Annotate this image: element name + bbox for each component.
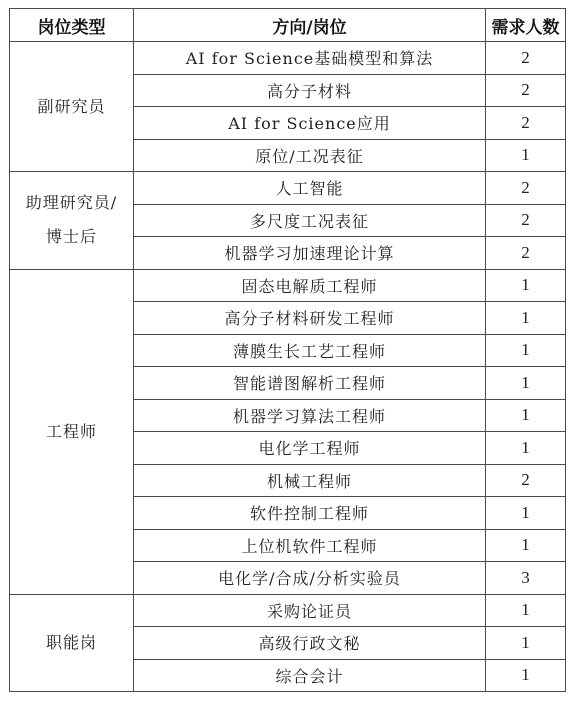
position-cell: 电化学工程师 xyxy=(134,432,486,465)
count-cell: 2 xyxy=(486,42,566,75)
position-cell: 采购论证员 xyxy=(134,594,486,627)
count-cell: 1 xyxy=(486,367,566,400)
table-row xyxy=(10,269,566,302)
header-direction-position: 方向/岗位 xyxy=(134,9,486,42)
header-position-type: 岗位类型 xyxy=(10,9,134,42)
table-row xyxy=(10,172,566,205)
count-cell: 1 xyxy=(486,139,566,172)
position-cell: 机器学习加速理论计算 xyxy=(134,237,486,270)
count-cell: 2 xyxy=(486,107,566,140)
recruitment-table-container xyxy=(9,8,566,692)
count-cell: 1 xyxy=(486,594,566,627)
group-type-cell: 职能岗 xyxy=(10,594,134,692)
position-cell: 固态电解质工程师 xyxy=(134,269,486,302)
group-type-line: 助理研究员/ xyxy=(25,193,118,213)
position-cell: 综合会计 xyxy=(134,659,486,692)
count-cell: 3 xyxy=(486,562,566,595)
count-cell: 1 xyxy=(486,269,566,302)
position-cell: 高级行政文秘 xyxy=(134,627,486,660)
count-cell: 2 xyxy=(486,204,566,237)
position-cell: 上位机软件工程师 xyxy=(134,529,486,562)
group-type-cell: 副研究员 xyxy=(10,42,134,172)
position-cell: 智能谱图解析工程师 xyxy=(134,367,486,400)
count-cell: 1 xyxy=(486,497,566,530)
position-cell: AI for Science基础模型和算法 xyxy=(134,42,486,75)
table-row xyxy=(10,594,566,627)
count-cell: 2 xyxy=(486,74,566,107)
position-cell: 机器学习算法工程师 xyxy=(134,399,486,432)
position-cell: 人工智能 xyxy=(134,172,486,205)
count-cell: 1 xyxy=(486,627,566,660)
group-type-cell xyxy=(10,172,134,270)
count-cell: 2 xyxy=(486,172,566,205)
position-cell: 电化学/合成/分析实验员 xyxy=(134,562,486,595)
position-cell: 多尺度工况表征 xyxy=(134,204,486,237)
table-row xyxy=(10,42,566,75)
group-type-cell: 工程师 xyxy=(10,269,134,594)
group-type-line: 博士后 xyxy=(45,227,97,247)
position-cell: 机械工程师 xyxy=(134,464,486,497)
count-cell: 1 xyxy=(486,334,566,367)
position-cell: 软件控制工程师 xyxy=(134,497,486,530)
header-headcount: 需求人数 xyxy=(486,9,566,42)
recruitment-table xyxy=(9,8,566,692)
count-cell: 1 xyxy=(486,399,566,432)
count-cell: 1 xyxy=(486,302,566,335)
count-cell: 1 xyxy=(486,659,566,692)
header-row xyxy=(10,9,566,42)
count-cell: 2 xyxy=(486,237,566,270)
count-cell: 1 xyxy=(486,432,566,465)
position-cell: AI for Science应用 xyxy=(134,107,486,140)
count-cell: 1 xyxy=(486,529,566,562)
position-cell: 原位/工况表征 xyxy=(134,139,486,172)
count-cell: 2 xyxy=(486,464,566,497)
position-cell: 高分子材料 xyxy=(134,74,486,107)
position-cell: 薄膜生长工艺工程师 xyxy=(134,334,486,367)
position-cell: 高分子材料研发工程师 xyxy=(134,302,486,335)
